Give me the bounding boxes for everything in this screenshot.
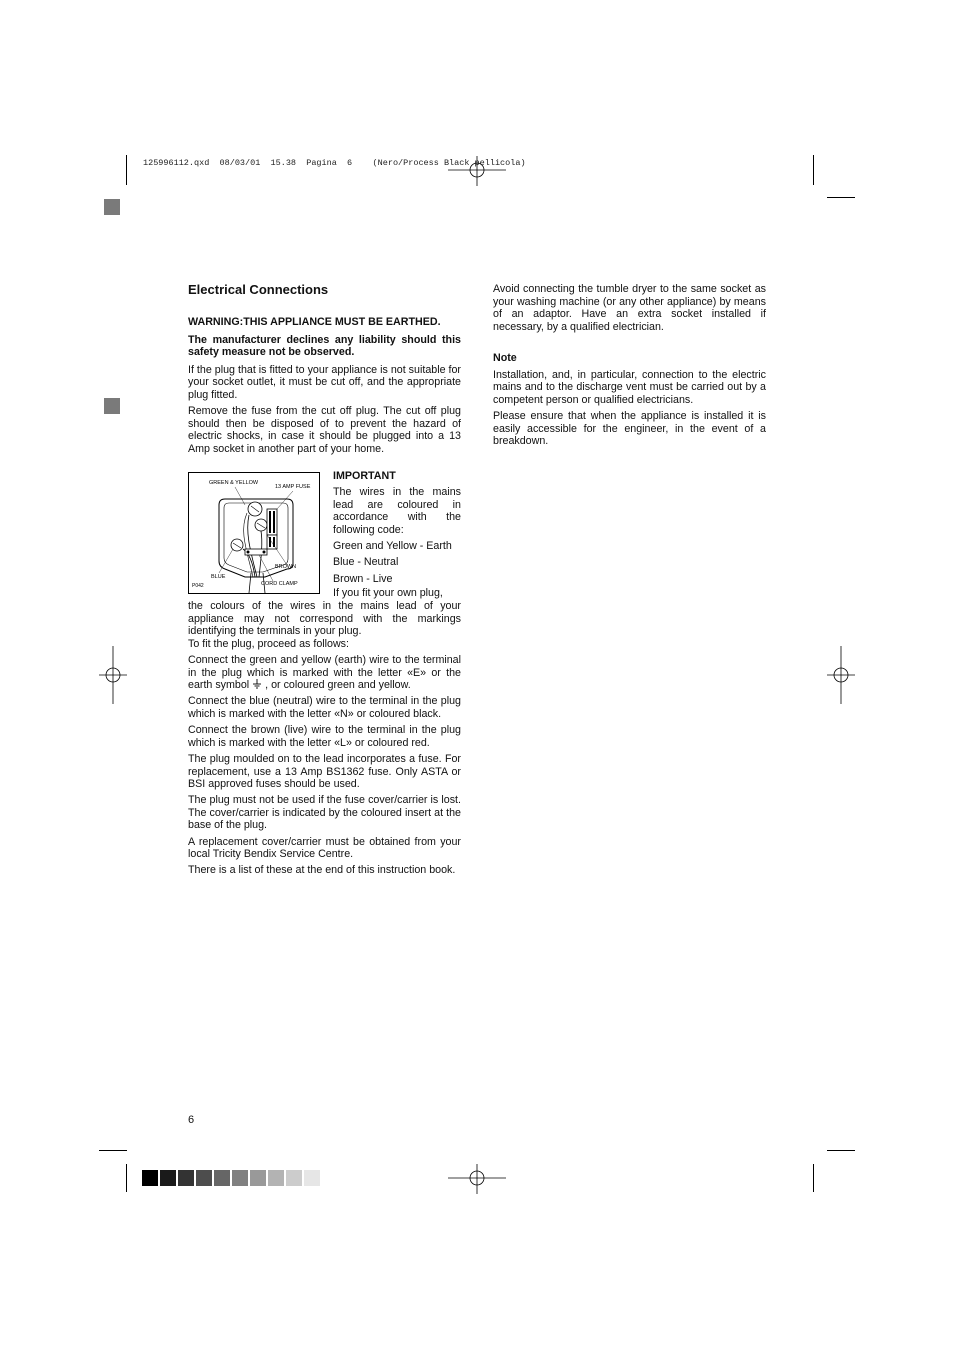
color-swatch	[178, 1170, 194, 1186]
instruction-cover: The plug must not be used if the fuse cover/carrier is lost. The cover/carrier is indicated by the coloured insert at the base of the plug.	[188, 794, 461, 832]
crop-mark-top-right-h	[827, 197, 855, 198]
color-swatch	[232, 1170, 248, 1186]
side-marker-middle	[104, 398, 120, 414]
paragraph-remove-fuse: Remove the fuse from the cut off plug. The cut off plug should then be disposed of to prevent the hazard of electric shocks, in case it should be plugged into a 13 Amp socket in another part of your home.	[188, 405, 461, 455]
paragraph-avoid-adaptor: Avoid connecting the tumble dryer to the same socket as your washing machine (or any other appliance) by means of an adaptor. Have an extra socket installed if necessary, by a qualified electrician.	[493, 283, 766, 333]
color-swatch	[250, 1170, 266, 1186]
registration-mark-left	[99, 646, 127, 704]
important-heading: IMPORTANT	[333, 470, 396, 482]
warning-heading: WARNING:THIS APPLIANCE MUST BE EARTHED.	[188, 316, 441, 328]
code-neutral: Blue - Neutral	[333, 556, 399, 569]
right-column	[493, 283, 766, 451]
instruction-earth	[188, 654, 461, 692]
important-intro: The wires in the mains lead are coloured in accordance with the following code:	[333, 486, 461, 536]
page-title: Electrical Connections	[188, 282, 329, 297]
paragraph-plug-unsuitable: If the plug that is fitted to your appliance is not suitable for your socket outlet, it must be cut off, and the appropriate plug fitted.	[188, 363, 461, 401]
color-swatch	[160, 1170, 176, 1186]
instruction-earth-text: Connect the green and yellow (earth) wire to the terminal in the plug which is marked with the letter «E» or the earth symbol	[188, 653, 461, 692]
crop-mark-bottom-left-h	[99, 1150, 127, 1151]
color-swatch	[196, 1170, 212, 1186]
own-plug-rest: the colours of the wires in the mains lead of your appliance may not correspond with the markings identifying the terminals in your plug.	[188, 600, 461, 638]
print-slug: 125996112.qxd 08/03/01 15.38 Pagina 6 (Nero/Process Black pellicola)	[143, 158, 526, 168]
crop-mark-bottom-left-v	[126, 1164, 127, 1192]
label-13-amp-fuse: 13 AMP FUSE	[275, 484, 311, 490]
own-plug-start: If you fit your own plug,	[333, 587, 443, 600]
crop-mark-bottom-right-v	[813, 1164, 814, 1192]
label-figure-code: P042	[192, 583, 204, 589]
paragraph-note: Installation, and, in particular, connection to the electric mains and to the discharge vent must be carried out by a competent person or qualified electricians.	[493, 368, 766, 406]
earth-symbol-icon	[252, 679, 262, 689]
instruction-neutral: Connect the blue (neutral) wire to the terminal in the plug which is marked with the letter «N» or coloured black.	[188, 695, 461, 720]
color-swatch	[268, 1170, 284, 1186]
code-live: Brown - Live	[333, 572, 393, 585]
to-fit-instruction: To fit the plug, proceed as follows:	[188, 637, 349, 650]
left-column-lower	[188, 600, 461, 881]
crop-mark-top-left	[126, 155, 127, 185]
important-block	[333, 470, 461, 600]
code-earth: Green and Yellow - Earth	[333, 540, 452, 553]
plug-drawing	[189, 473, 319, 593]
paragraph-accessible: Please ensure that when the appliance is installed it is easily accessible for the engineer, in the event of a breakdown.	[493, 409, 766, 448]
note-heading: Note	[493, 352, 517, 365]
left-column-upper	[188, 316, 461, 459]
instruction-earth-end: , or coloured green and yellow.	[265, 679, 411, 692]
registration-mark-bottom	[448, 1164, 506, 1194]
instruction-list: There is a list of these at the end of this instruction book.	[188, 864, 456, 877]
color-swatch	[304, 1170, 320, 1186]
color-swatch	[286, 1170, 302, 1186]
instruction-live: Connect the brown (live) wire to the terminal in the plug which is marked with the letter «L» or coloured red.	[188, 724, 461, 749]
color-swatch	[142, 1170, 158, 1186]
side-marker-top	[104, 199, 120, 215]
liability-statement: The manufacturer declines any liability should this safety measure not be observed.	[188, 333, 461, 359]
registration-mark-top	[448, 156, 506, 186]
label-cord-clamp: CORD CLAMP	[261, 581, 298, 587]
label-green-yellow: GREEN & YELLOW	[209, 480, 259, 486]
label-brown: BROWN	[275, 564, 297, 570]
registration-mark-right	[827, 646, 855, 704]
color-swatch	[214, 1170, 230, 1186]
instruction-fuse: The plug moulded on to the lead incorporates a fuse. For replacement, use a 13 Amp BS1362 fuse. Only ASTA or BSI approved fuses should be used.	[188, 752, 461, 791]
plug-wiring-diagram	[188, 472, 320, 594]
crop-mark-top-right-v	[813, 155, 814, 185]
instruction-replacement: A replacement cover/carrier must be obtained from your local Tricity Bendix Service Centre.	[188, 835, 461, 861]
crop-mark-bottom-right-h	[827, 1150, 855, 1151]
page-number: 6	[188, 1114, 195, 1126]
label-blue: BLUE	[211, 574, 226, 580]
